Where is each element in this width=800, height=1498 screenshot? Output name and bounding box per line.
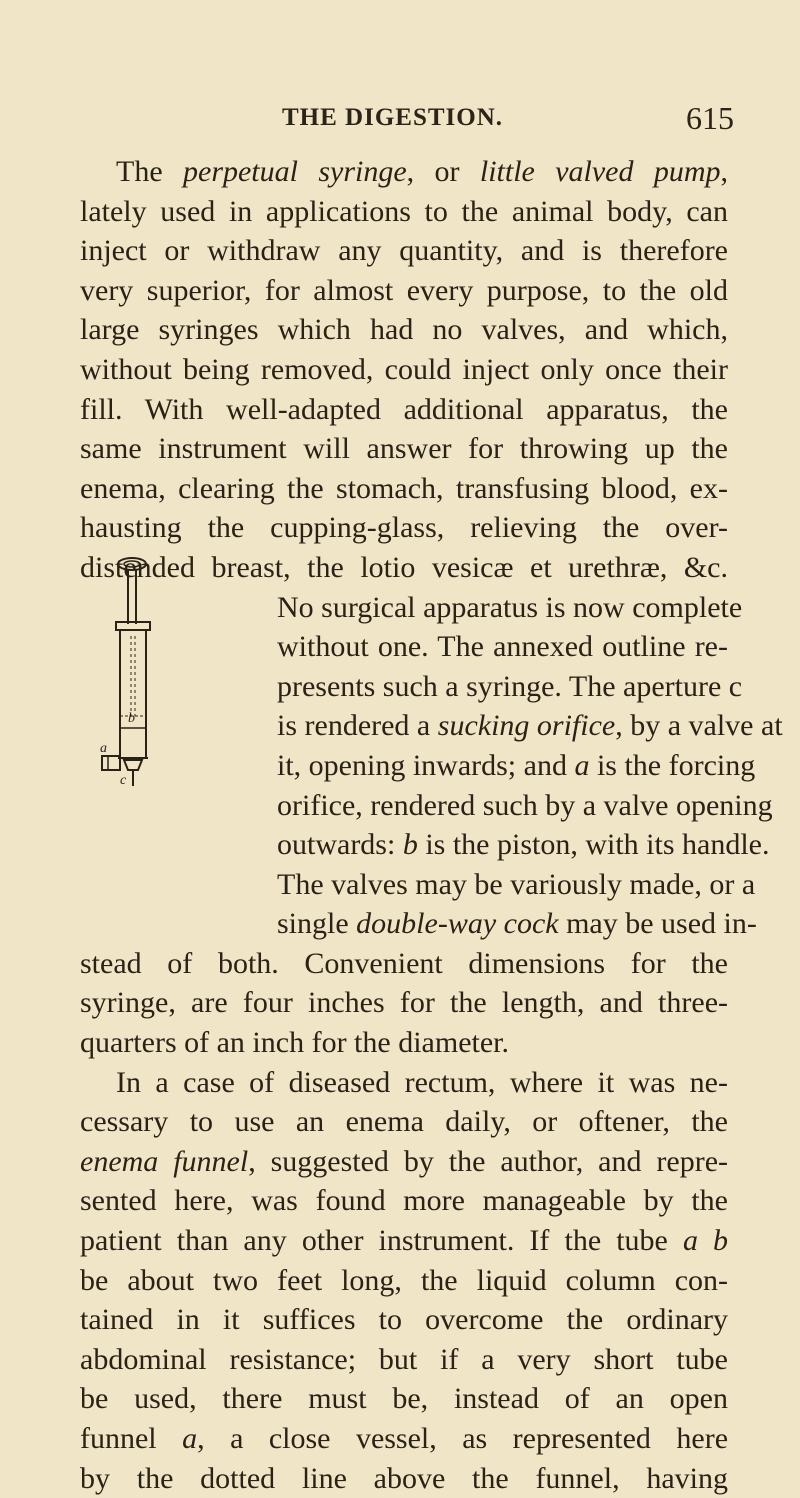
paragraph-2-line: In a case of diseased rectum, where it was ne-	[116, 1065, 728, 1099]
paragraph-2-line: be about two feet long, the liquid column con-	[80, 1263, 728, 1297]
paragraph-1-line: No surgical apparatus is now complete	[277, 590, 743, 624]
figure-label-a: a	[100, 741, 107, 756]
paragraph-1-line: orifice, rendered such by a valve opening	[277, 788, 773, 822]
paragraph-2-line: funnel a, a close vessel, as represented here	[80, 1422, 729, 1455]
paragraph-1-line: quarters of an inch for the diameter.	[80, 1026, 509, 1060]
paragraph-2-line: abdominal resistance; but if a very short tube	[80, 1342, 728, 1376]
paragraph-1-line: The perpetual syringe, or little valved pump,	[116, 155, 729, 188]
paragraph-1-line: syringe, are four inches for the length, and three-	[80, 986, 728, 1020]
page-number: 615	[686, 100, 734, 136]
paragraph-1-line: enema, clearing the stomach, transfusing blood, ex-	[80, 471, 728, 505]
running-head: THE DIGESTION.	[282, 104, 504, 131]
paragraph-1-line: same instrument will answer for throwing up the	[80, 432, 728, 466]
figure-label-c: c	[120, 773, 127, 788]
paragraph-1-line: inject or withdraw any quantity, and is therefore	[80, 234, 728, 268]
paragraph-1-line: fill. With well-adapted additional apparatus, the	[80, 392, 728, 426]
paragraph-1-line: very superior, for almost every purpose, to the old	[80, 273, 728, 307]
paragraph-2-line: cessary to use an enema daily, or oftener, the	[80, 1105, 728, 1139]
paragraph-1-line: without being removed, could inject only once their	[80, 352, 728, 386]
paragraph-1-line: presents such a syringe. The aperture c	[277, 669, 743, 703]
paragraph-1-line: stead of both. Convenient dimensions for the	[80, 946, 728, 980]
paragraph-2-line: sented here, was found more manageable by the	[80, 1184, 728, 1218]
paragraph-2-line: be used, there must be, instead of an open	[80, 1382, 728, 1416]
paragraph-1-line: The valves may be variously made, or a	[277, 867, 756, 901]
figure-label-b: b	[128, 711, 135, 726]
paragraph-2-line: by the dotted line above the funnel, having	[80, 1461, 728, 1495]
paragraph-1-line: lately used in applications to the animal body, can	[80, 194, 728, 228]
paragraph-1-line: it, opening inwards; and a is the forcing	[277, 748, 756, 782]
paragraph-1-line: hausting the cupping-glass, relieving the over-	[80, 511, 728, 545]
paragraph-1-line: without one. The annexed outline re-	[277, 630, 728, 664]
paragraph-2-line: enema funnel, suggested by the author, and repre-	[80, 1144, 729, 1178]
page-header	[0, 100, 800, 140]
paragraph-1-line: outwards: b is the piston, with its handle.	[277, 828, 770, 862]
paragraph-1-line: distended breast, the lotio vesicæ et urethræ, &c.	[80, 550, 728, 584]
paragraph-2-line: tained in it suffices to overcome the ordinary	[80, 1303, 728, 1337]
paragraph-1-line: single double-way cock may be used in-	[277, 907, 757, 941]
paragraph-1-line: is rendered a sucking orifice, by a valve at	[277, 709, 783, 743]
paragraph-2-line: patient than any other instrument. If the tube a b	[80, 1224, 729, 1258]
body-text	[80, 152, 783, 1498]
paragraph-1-line: large syringes which had no valves, and which,	[80, 313, 728, 347]
